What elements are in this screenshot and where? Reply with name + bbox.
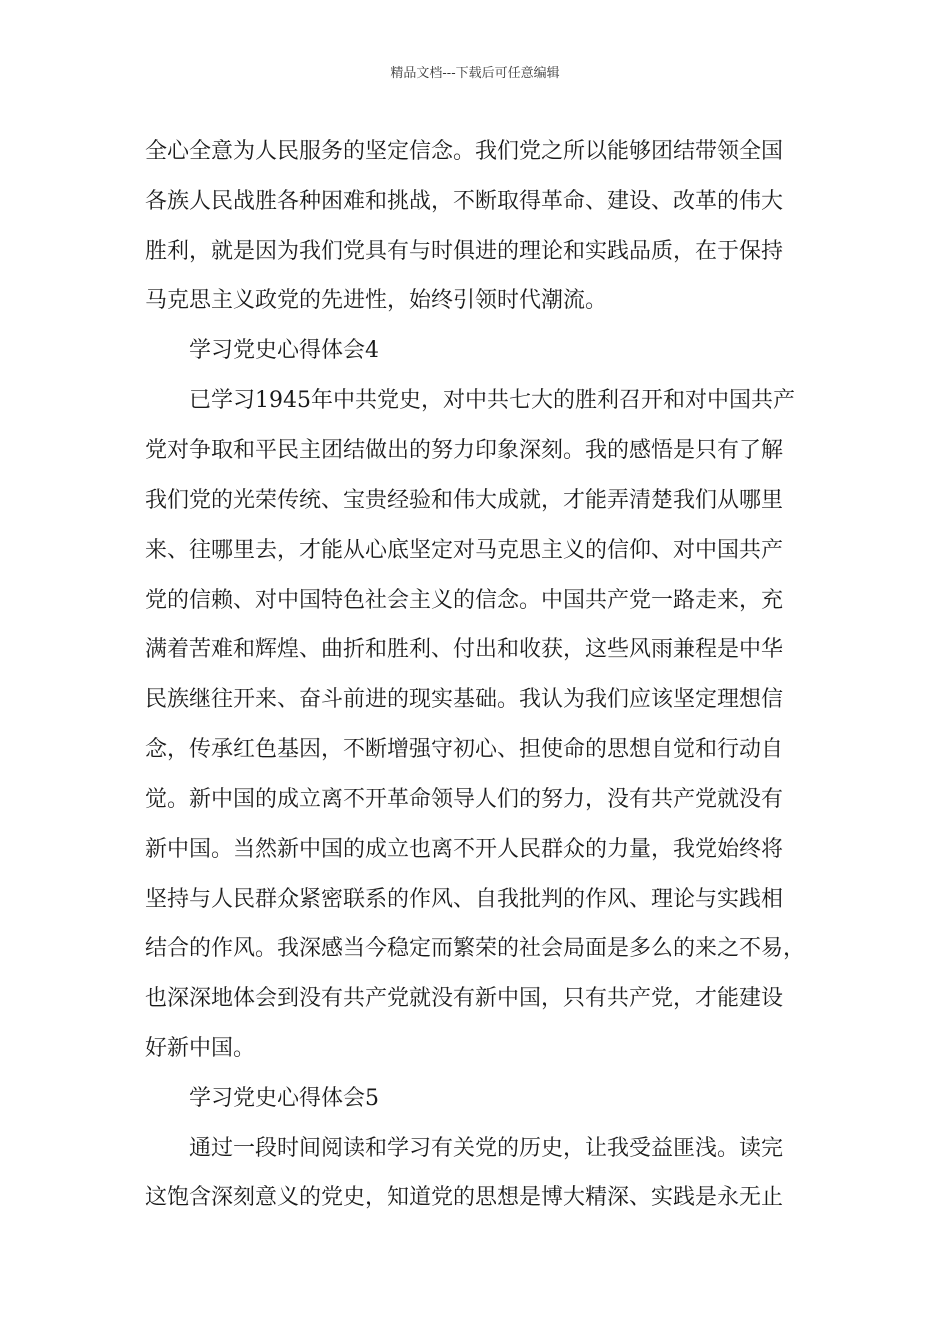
body-line: 新中国。当然新中国的成立也离不开人民群众的力量，我党始终将 (145, 837, 784, 862)
body-line: 好新中国。 (145, 1036, 256, 1061)
body-line: 党的信赖、对中国特色社会主义的信念。中国共产党一路走来，充 (145, 588, 784, 613)
page-header: 精品文档---下载后可任意编辑 (390, 66, 560, 81)
body-line: 马克思主义政党的先进性，始终引领时代潮流。 (145, 288, 608, 313)
body-line: 也深深地体会到没有共产党就没有新中国，只有共产党，才能建设 (145, 986, 784, 1011)
body-line: 已学习1945年中共党史，对中共七大的胜利召开和对中国共产 (189, 388, 795, 413)
body-line: 通过一段时间阅读和学习有关党的历史，让我受益匪浅。读完 (189, 1136, 784, 1161)
body-line: 全心全意为人民服务的坚定信念。我们党之所以能够团结带领全国 (145, 139, 784, 164)
body-line: 念，传承红色基因，不断增强守初心、担使命的思想自觉和行动自 (145, 737, 784, 762)
body-line: 党对争取和平民主团结做出的努力印象深刻。我的感悟是只有了解 (145, 438, 784, 463)
section-heading: 学习党史心得体会5 (189, 1086, 379, 1111)
body-line: 这饱含深刻意义的党史，知道党的思想是博大精深、实践是永无止 (145, 1185, 784, 1210)
body-line: 来、往哪里去，才能从心底坚定对马克思主义的信仰、对中国共产 (145, 538, 784, 563)
section-heading: 学习党史心得体会4 (189, 338, 379, 363)
body-line: 胜利，就是因为我们党具有与时俱进的理论和实践品质，在于保持 (145, 239, 784, 264)
body-line: 满着苦难和辉煌、曲折和胜利、付出和收获，这些风雨兼程是中华 (145, 637, 784, 662)
body-line: 民族继往开来、奋斗前进的现实基础。我认为我们应该坚定理想信 (145, 687, 784, 712)
body-line: 我们党的光荣传统、宝贵经验和伟大成就，才能弄清楚我们从哪里 (145, 488, 784, 513)
body-line: 结合的作风。我深感当今稳定而繁荣的社会局面是多么的来之不易， (145, 936, 806, 961)
body-line: 坚持与人民群众紧密联系的作风、自我批判的作风、理论与实践相 (145, 887, 784, 912)
body-line: 觉。新中国的成立离不开革命领导人们的努力，没有共产党就没有 (145, 787, 784, 812)
body-line: 各族人民战胜各种困难和挑战，不断取得革命、建设、改革的伟大 (145, 189, 784, 214)
